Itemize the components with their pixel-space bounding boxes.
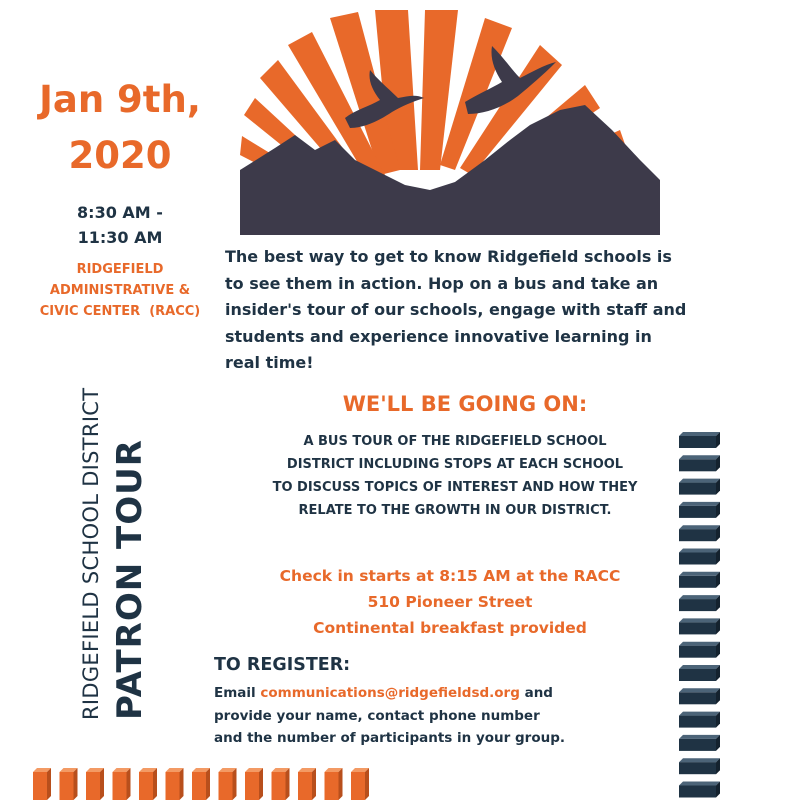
register-email-suffix: and (519, 685, 553, 701)
checkin-line1: Check in starts at 8:15 AM at the RACC (279, 567, 621, 585)
register-title: TO REGISTER: (214, 655, 351, 675)
bottom-block (325, 768, 343, 800)
event-venue (18, 259, 222, 322)
right-block (679, 432, 720, 448)
event-date-line1: Jan 9th, (39, 78, 201, 121)
register-body (214, 682, 634, 750)
checkin-info (240, 563, 660, 641)
right-block (679, 712, 720, 728)
bottom-block (113, 768, 131, 800)
bottom-block (219, 768, 237, 800)
right-block (679, 735, 720, 751)
tour-description-line2: DISTRICT INCLUDING STOPS AT EACH SCHOOL (286, 457, 624, 472)
event-venue-line2: ADMINISTRATIVE & (49, 283, 191, 298)
tour-description-line4: RELATE TO THE GROWTH IN OUR DISTRICT. (298, 503, 612, 518)
event-time (40, 200, 200, 250)
register-email-link[interactable]: communications@ridgefieldsd.org (260, 685, 520, 701)
tour-description (230, 430, 680, 522)
bottom-block (86, 768, 104, 800)
side-title-tour: PATRON TOUR (110, 439, 150, 720)
right-block (679, 525, 720, 541)
right-block (679, 595, 720, 611)
bottom-block (272, 768, 290, 800)
checkin-line3: Continental breakfast provided (313, 619, 587, 637)
event-time-line1: 8:30 AM - (77, 203, 163, 222)
sunrise-mountain-birds-icon (240, 10, 660, 235)
register-line1 (214, 682, 634, 705)
right-block (679, 455, 720, 471)
event-date-line2: 2020 (68, 134, 172, 177)
right-block (679, 782, 720, 798)
bottom-block (33, 768, 51, 800)
right-block (679, 758, 720, 774)
register-line3: and the number of participants in your group. (214, 730, 566, 746)
checkin-line2: 510 Pioneer Street (367, 593, 533, 611)
right-block (679, 502, 720, 518)
intro-paragraph: The best way to get to know Ridgefield schools is to see them in action. Hop on a bus and take an insider's tour of our schools, engage with staff and students and experience innovative learning in real time! (225, 247, 687, 372)
bottom-block (192, 768, 210, 800)
bottom-block (139, 768, 157, 800)
side-title (78, 360, 168, 720)
bottom-block (60, 768, 78, 800)
bottom-block (351, 768, 369, 800)
event-venue-line3: CIVIC CENTER (RACC) (39, 304, 201, 319)
decorative-right-blocks (677, 432, 722, 800)
bottom-block (298, 768, 316, 800)
going-on-title: WE'LL BE GOING ON: (342, 392, 588, 416)
tour-description-line1: A BUS TOUR OF THE RIDGEFIELD SCHOOL (303, 434, 607, 449)
right-block (679, 479, 720, 495)
register-email-prefix: Email (214, 685, 261, 701)
right-block (679, 549, 720, 565)
right-block (679, 642, 720, 658)
bottom-block (166, 768, 184, 800)
tour-description-line3: TO DISCUSS TOPICS OF INTEREST AND HOW THEY (272, 480, 638, 495)
right-block (679, 572, 720, 588)
decorative-bottom-blocks (32, 768, 382, 800)
event-date (20, 72, 220, 184)
right-block (679, 665, 720, 681)
right-block (679, 618, 720, 634)
side-title-district: RIDGEFIELD SCHOOL DISTRICT (79, 387, 103, 720)
event-time-line2: 11:30 AM (77, 228, 163, 247)
bottom-block (245, 768, 263, 800)
event-venue-line1: RIDGEFIELD (76, 262, 164, 277)
register-line2: provide your name, contact phone number (214, 707, 540, 724)
right-block (679, 688, 720, 704)
